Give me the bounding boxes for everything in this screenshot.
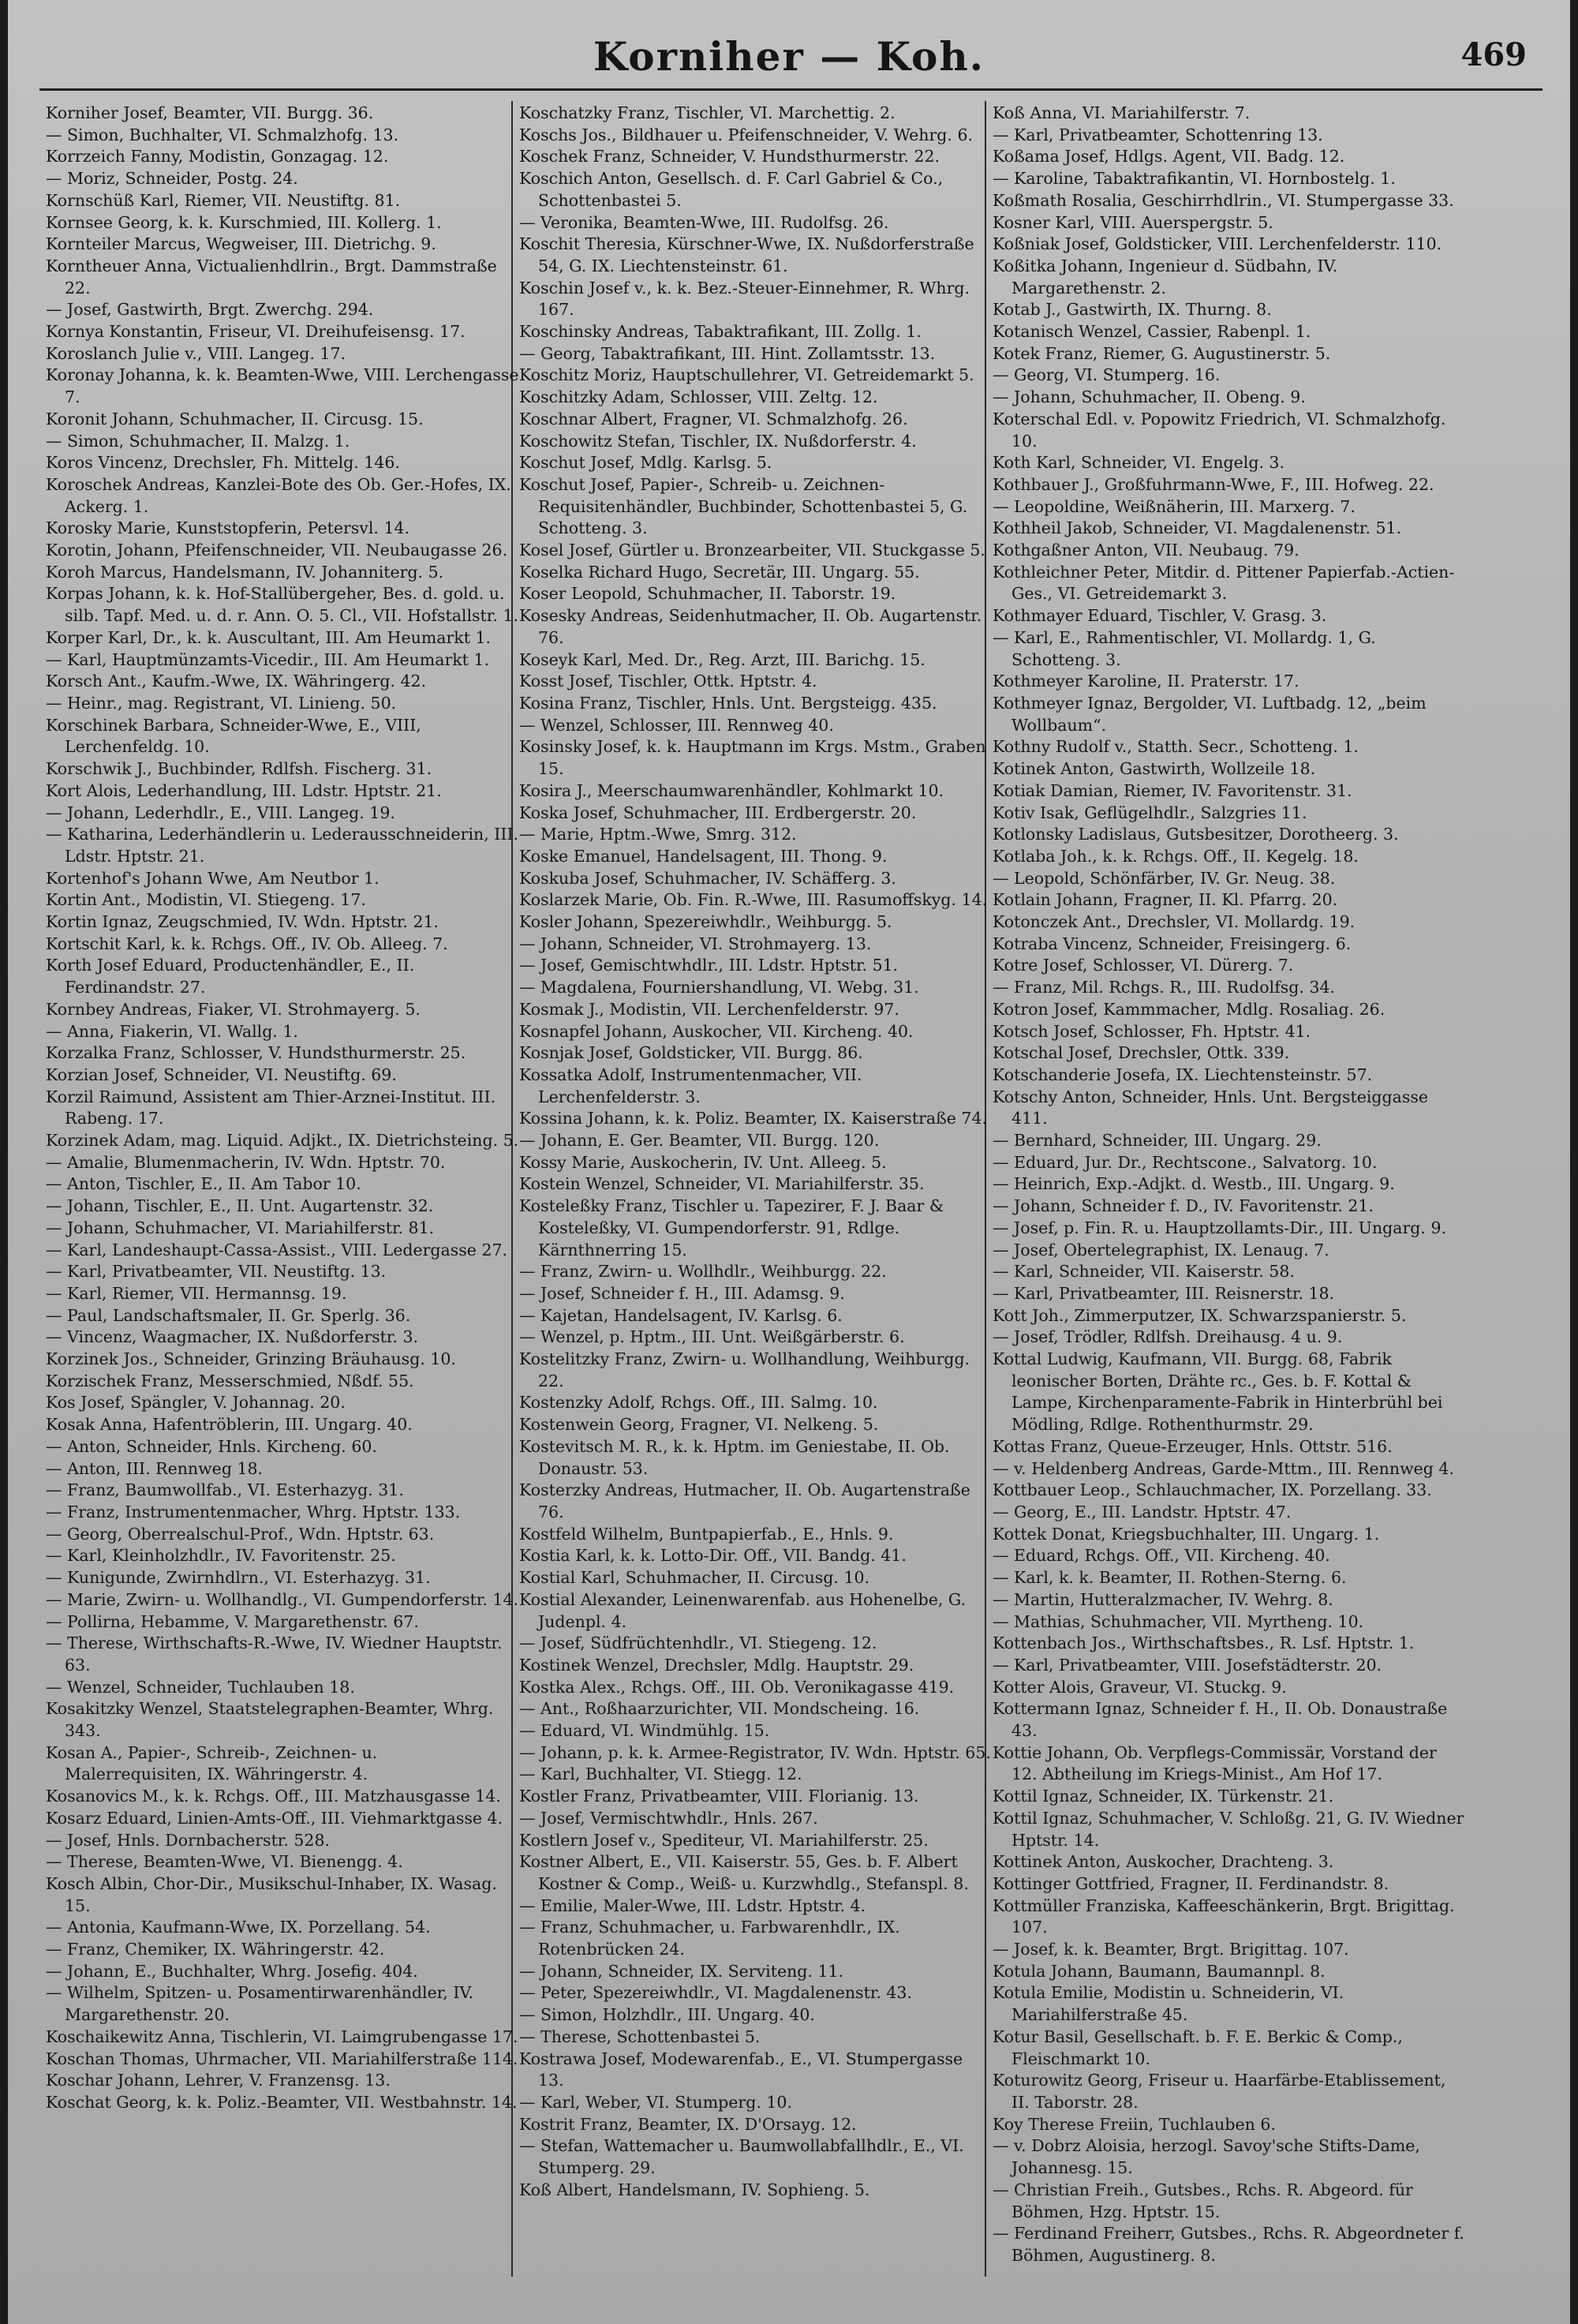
- directory-entry: — Karl, Schneider, VII. Kaiserstr. 58.: [993, 1262, 1295, 1282]
- directory-entry: Kotek Franz, Riemer, G. Augustinerstr. 5.: [993, 343, 1331, 363]
- directory-entry: — Karl, E., Rahmentischler, VI. Mollardg. 1, G. Schotteng. 3.: [993, 627, 1376, 669]
- directory-entry: Kostial Alexander, Leinenwarenfab. aus Hohenelbe, G. Judenpl. 4.: [519, 1589, 967, 1631]
- directory-entry: — Karl, Hauptmünzamts-Vicedir., III. Am Heumarkt 1.: [46, 649, 489, 669]
- directory-entry: — Moriz, Schneider, Postg. 24.: [46, 169, 298, 189]
- directory-entry: — Marie, Hptm.-Wwe, Smrg. 312.: [519, 825, 797, 844]
- directory-entry: — Karl, Weber, VI. Stumperg. 10.: [519, 2092, 792, 2112]
- directory-entry: Koschaikewitz Anna, Tischlerin, VI. Laimgrubengasse 17.: [46, 2026, 518, 2046]
- directory-entry: Korzil Raimund, Assistent am Thier-Arznei-Institut. III. Rabeng. 17.: [46, 1087, 496, 1128]
- directory-entry: — Heinr., mag. Registrant, VI. Linieng. 50.: [46, 693, 397, 713]
- directory-entry: Koschat Georg, k. k. Poliz.-Beamter, VII. Westbahnstr. 14.: [46, 2092, 518, 2112]
- directory-entry: Korzalka Franz, Schlosser, V. Hundsthurmerstr. 25.: [46, 1043, 466, 1063]
- directory-entry: Kotur Basil, Gesellschaft. b. F. E. Berkic & Comp., Fleischmarkt 10.: [993, 2026, 1403, 2068]
- directory-page: [8, 0, 1570, 2324]
- directory-entry: — Kunigunde, Zwirnhdlrn., VI. Esterhazyg. 31.: [46, 1568, 431, 1588]
- directory-entry: — Stefan, Wattemacher u. Baumwollabfallhdlr., E., VI. Stumperg. 29.: [519, 2136, 964, 2178]
- directory-entry: Korzischek Franz, Messerschmied, Nßdf. 55.: [46, 1371, 414, 1390]
- directory-entry: — Christian Freih., Gutsbes., Rchs. R. Abgeord. für Böhmen, Hzg. Hptstr. 15.: [993, 2180, 1413, 2221]
- directory-entry: — Leopold, Schönfärber, IV. Gr. Neug. 38.: [993, 868, 1336, 888]
- directory-entry: Koslarzek Marie, Ob. Fin. R.-Wwe, III. Rasumoffskyg. 14.: [519, 890, 988, 910]
- directory-entry: Kothmeyer Karoline, II. Praterstr. 17.: [993, 672, 1299, 691]
- directory-entry: Korosky Marie, Kunststopferin, Petersvl. 14.: [46, 518, 410, 538]
- directory-entry: Kott Joh., Zimmerputzer, IX. Schwarzspanierstr. 5.: [993, 1305, 1407, 1325]
- directory-entry: — Josef, Vermischtwhdlr., Hnls. 267.: [519, 1808, 818, 1828]
- directory-entry: — Franz, Instrumentenmacher, Whrg. Hptstr. 133.: [46, 1503, 461, 1521]
- directory-entry: — Peter, Spezereiwhdlr., VI. Magdalenenstr. 43.: [519, 1983, 912, 2003]
- directory-entry: Koska Josef, Schuhmacher, III. Erdbergerstr. 20.: [519, 803, 917, 822]
- directory-entry: — Wilhelm, Spitzen- u. Posamentirwarenhändler, IV. Margarethenstr. 20.: [46, 1983, 474, 2025]
- directory-entry: — Magdalena, Fourniershandlung, VI. Webg. 31.: [519, 978, 919, 997]
- directory-entry: Koser Leopold, Schuhmacher, II. Taborstr. 19.: [519, 584, 896, 604]
- directory-entry: — Johann, p. k. k. Armee-Registrator, IV. Wdn. Hptstr. 65.: [519, 1742, 991, 1762]
- directory-entry: — Eduard, VI. Windmühlg. 15.: [519, 1721, 770, 1741]
- directory-entry: Koß Albert, Handelsmann, IV. Sophieng. 5.: [519, 2180, 870, 2199]
- directory-entry: Kotinek Anton, Gastwirth, Wollzeile 18.: [993, 759, 1316, 779]
- directory-entry: — Eduard, Rchgs. Off., VII. Kircheng. 40.: [993, 1546, 1330, 1566]
- directory-entry: — Josef, p. Fin. R. u. Hauptzollamts-Dir., III. Ungarg. 9.: [993, 1218, 1447, 1237]
- directory-entry: Koskuba Josef, Schuhmacher, IV. Schäfferg. 3.: [519, 868, 896, 888]
- directory-entry: Korntheuer Anna, Victualienhdlrin., Brgt. Dammstraße 22.: [46, 256, 497, 298]
- directory-entry: Kotsch Josef, Schlosser, Fh. Hptstr. 41.: [993, 1021, 1311, 1041]
- directory-entry: — Josef, Obertelegraphist, IX. Lenaug. 7.: [993, 1240, 1329, 1259]
- directory-entry: Koske Emanuel, Handelsagent, III. Thong. 9.: [519, 846, 888, 866]
- directory-entry: Koßniak Josef, Goldsticker, VIII. Lerchenfelderstr. 110.: [993, 234, 1442, 254]
- directory-entry: — Johann, Schneider f. D., IV. Favoritenstr. 21.: [993, 1196, 1374, 1216]
- directory-entry: Kossy Marie, Auskocherin, IV. Unt. Alleeg. 5.: [519, 1152, 887, 1172]
- directory-entry: — Karl, Buchhalter, VI. Stiegg. 12.: [519, 1765, 802, 1784]
- directory-entry: — Pollirna, Hebamme, V. Margarethenstr. 67.: [46, 1611, 419, 1631]
- directory-entry: — Georg, VI. Stumperg. 16.: [993, 365, 1221, 385]
- directory-entry: Kothheil Jakob, Schneider, VI. Magdalenenstr. 51.: [993, 518, 1402, 538]
- directory-entry: — Kajetan, Handelsagent, IV. Karlsg. 6.: [519, 1305, 843, 1325]
- directory-entry: Kosan A., Papier-, Schreib-, Zeichnen- u. Malerrequisiten, IX. Währingerstr. 4.: [46, 1742, 378, 1784]
- directory-entry: — Katharina, Lederhändlerin u. Lederausschneiderin, III. Ldstr. Hptstr. 21.: [46, 825, 519, 866]
- directory-entry: Koroh Marcus, Handelsmann, IV. Johanniterg. 5.: [46, 562, 444, 582]
- directory-entry: Koselka Richard Hugo, Secretär, III. Ungarg. 55.: [519, 562, 920, 582]
- directory-entry: — Wenzel, p. Hptm., III. Unt. Weißgärberstr. 6.: [519, 1327, 905, 1347]
- directory-entry: Koros Vincenz, Drechsler, Fh. Mittelg. 146.: [46, 453, 400, 473]
- directory-entry: — Karl, Privatbeamter, III. Reisnerstr. 18.: [993, 1283, 1335, 1303]
- directory-entry: Kostevitsch M. R., k. k. Hptm. im Geniestabe, II. Ob. Donaustr. 53.: [519, 1436, 950, 1478]
- directory-entry: Kottenbach Jos., Wirthschaftsbes., R. Lsf. Hptstr. 1.: [993, 1634, 1415, 1653]
- directory-entry: Kosel Josef, Gürtler u. Bronzearbeiter, VII. Stuckgasse 5.: [519, 541, 985, 560]
- directory-entry: Korpas Johann, k. k. Hof-Stallübergeher, Bes. d. gold. u. silb. Tapf. Med. u. d. r. Ann. O. 5. Cl., VII. Hofstallstr. 1.: [46, 584, 518, 626]
- directory-entry: — Karl, k. k. Beamter, II. Rothen-Sterng. 6.: [993, 1568, 1347, 1588]
- directory-entry: Kosst Josef, Tischler, Ottk. Hptstr. 4.: [519, 672, 817, 691]
- directory-entry: — Simon, Holzhdlr., III. Ungarg. 40.: [519, 2005, 815, 2025]
- directory-entry: Kothny Rudolf v., Statth. Secr., Schotteng. 1.: [993, 737, 1359, 757]
- directory-entry: Kosnapfel Johann, Auskocher, VII. Kircheng. 40.: [519, 1021, 914, 1041]
- page-header: [8, 25, 1570, 88]
- directory-entry: — Josef, Hnls. Dornbacherstr. 528.: [46, 1830, 331, 1850]
- directory-entry: — Therese, Wirthschafts-R.-Wwe, IV. Wiedner Hauptstr. 63.: [46, 1634, 503, 1675]
- directory-entry: — Karl, Kleinholzhdlr., IV. Favoritenstr. 25.: [46, 1546, 396, 1566]
- directory-entry: Kos Josef, Spängler, V. Johannag. 20.: [46, 1393, 346, 1413]
- directory-entry: Kosak Anna, Hafentröblerin, III. Ungarg. 40.: [46, 1415, 413, 1435]
- directory-entry: Kornteiler Marcus, Wegweiser, III. Dietrichg. 9.: [46, 234, 436, 254]
- directory-entry: Koschut Josef, Mdlg. Karlsg. 5.: [519, 453, 772, 473]
- directory-entry: Korper Karl, Dr., k. k. Auscultant, III. Am Heumarkt 1.: [46, 627, 492, 647]
- directory-entry: Koßitka Johann, Ingenieur d. Südbahn, IV. Margarethenstr. 2.: [993, 256, 1338, 298]
- directory-entry: Korniher Josef, Beamter, VII. Burgg. 36.: [46, 103, 374, 122]
- directory-entry: Kotron Josef, Kammmacher, Mdlg. Rosaliag. 26.: [993, 999, 1385, 1019]
- directory-entry: Kotula Emilie, Modistin u. Schneiderin, VI. Mariahilferstraße 45.: [993, 1983, 1344, 2025]
- directory-entry: Korzinek Adam, mag. Liquid. Adjkt., IX. Dietrichsteing. 5.: [46, 1131, 519, 1151]
- directory-entry: Kotschal Josef, Drechsler, Ottk. 339.: [993, 1043, 1290, 1063]
- directory-entry: — Josef, Schneider f. H., III. Adamsg. 9.: [519, 1283, 845, 1303]
- directory-entry: — Karl, Landeshaupt-Cassa-Assist., VIII. Ledergasse 27.: [46, 1240, 508, 1259]
- directory-entry: Kotiv Isak, Geflügelhdlr., Salzgries 11.: [993, 803, 1307, 822]
- directory-entry: Koschowitz Stefan, Tischler, IX. Nußdorferstr. 4.: [519, 431, 917, 451]
- directory-entry: — Heinrich, Exp.-Adjkt. d. Westb., III. Ungarg. 9.: [993, 1174, 1395, 1194]
- directory-entry: Koronit Johann, Schuhmacher, II. Circusg. 15.: [46, 409, 424, 428]
- directory-entry: Koschitzky Adam, Schlosser, VIII. Zeltg. 12.: [519, 387, 878, 407]
- directory-entry: Kostfeld Wilhelm, Buntpapierfab., E., Hnls. 9.: [519, 1524, 894, 1544]
- directory-entry: Koßmath Rosalia, Geschirrhdlrin., VI. Stumpergasse 33.: [993, 190, 1454, 210]
- directory-entry: Koseyk Karl, Med. Dr., Reg. Arzt, III. Barichg. 15.: [519, 649, 925, 669]
- directory-entry: — Georg, Tabaktrafikant, III. Hint. Zollamtsstr. 13.: [519, 343, 936, 363]
- directory-entry: Koschar Johann, Lehrer, V. Franzensg. 13.: [46, 2071, 391, 2090]
- directory-entry: — Franz, Chemiker, IX. Währingerstr. 42.: [46, 1940, 385, 1959]
- directory-entry: — Franz, Mil. Rchgs. R., III. Rudolfsg. 34.: [993, 978, 1336, 997]
- directory-entry: — Josef, Trödler, Rdlfsh. Dreihausg. 4 u. 9.: [993, 1327, 1343, 1347]
- directory-entry: — Johann, E. Ger. Beamter, VII. Burgg. 120.: [519, 1131, 880, 1151]
- directory-entry: — Georg, E., III. Landstr. Hptstr. 47.: [993, 1503, 1292, 1521]
- column-3: [993, 103, 1466, 2292]
- directory-entry: — Wenzel, Schneider, Tuchlauben 18.: [46, 1677, 355, 1697]
- directory-entry: — Johann, Schneider, VI. Strohmayerg. 13.: [519, 934, 872, 953]
- directory-entry: Kornbey Andreas, Fiaker, VI. Strohmayerg. 5.: [46, 999, 421, 1019]
- directory-entry: Kotanisch Wenzel, Cassier, Rabenpl. 1.: [993, 322, 1311, 342]
- directory-entry: — Johann, Lederhdlr., E., VIII. Langeg. 19.: [46, 803, 395, 822]
- directory-entry: Kothleichner Peter, Mitdir. d. Pittener Papierfab.-Actien-Ges., VI. Getreidemarkt 3.: [993, 562, 1455, 604]
- directory-entry: Kort Alois, Lederhandlung, III. Ldstr. Hptstr. 21.: [46, 780, 442, 800]
- directory-entry: Kotab J., Gastwirth, IX. Thurng. 8.: [993, 300, 1272, 320]
- directory-entry: Korzinek Jos., Schneider, Grinzing Bräuhausg. 10.: [46, 1349, 456, 1369]
- directory-entry: — Amalie, Blumenmacherin, IV. Wdn. Hptstr. 70.: [46, 1152, 446, 1172]
- directory-entry: — Therese, Beamten-Wwe, VI. Bienengg. 4.: [46, 1852, 403, 1872]
- directory-entry: Kosner Karl, VIII. Auerspergstr. 5.: [993, 212, 1273, 232]
- directory-entry: Kottek Donat, Kriegsbuchhalter, III. Ungarg. 1.: [993, 1524, 1380, 1544]
- directory-entry: Kotonczek Ant., Drechsler, VI. Mollardg. 19.: [993, 912, 1356, 932]
- directory-entry: — Antonia, Kaufmann-Wwe, IX. Porzellang. 54.: [46, 1918, 431, 1937]
- directory-entry: — Wenzel, Schlosser, III. Rennweg 40.: [519, 715, 834, 735]
- directory-entry: Kosakitzky Wenzel, Staatstelegraphen-Beamter, Whrg. 343.: [46, 1699, 494, 1741]
- directory-entry: Koturowitz Georg, Friseur u. Haarfärbe-Etablissement, II. Taborstr. 28.: [993, 2071, 1446, 2112]
- directory-entry: Koschs Jos., Bildhauer u. Pfeifenschneider, V. Wehrg. 6.: [519, 125, 974, 144]
- directory-entry: Kotschy Anton, Schneider, Hnls. Unt. Bergsteiggasse 411.: [993, 1087, 1429, 1128]
- directory-entry: Koßama Josef, Hdlgs. Agent, VII. Badg. 12.: [993, 147, 1345, 167]
- directory-entry: — Josef, k. k. Beamter, Brgt. Brigittag. 107.: [993, 1940, 1349, 1959]
- directory-entry: Korschwik J., Buchbinder, Rdlfsh. Fischerg. 31.: [46, 759, 432, 779]
- directory-entry: — Josef, Südfrüchtenhdlr., VI. Stiegeng. 12.: [519, 1634, 877, 1653]
- directory-entry: Korrzeich Fanny, Modistin, Gonzagag. 12.: [46, 147, 389, 167]
- directory-entry: Kortin Ant., Modistin, VI. Stiegeng. 17.: [46, 890, 366, 910]
- directory-entry: Korotin, Johann, Pfeifenschneider, VII. Neubaugasse 26.: [46, 541, 508, 560]
- directory-entry: Kosmak J., Modistin, VII. Lerchenfelderstr. 97.: [519, 999, 899, 1019]
- directory-entry: — Johann, Schuhmacher, II. Obeng. 9.: [993, 387, 1306, 407]
- directory-entry: Kothmeyer Ignaz, Bergolder, VI. Luftbadg. 12, „beim Wollbaum“.: [993, 693, 1427, 735]
- directory-entry: — v. Heldenberg Andreas, Garde-Mttm., III. Rennweg 4.: [993, 1458, 1454, 1478]
- directory-entry: Kotre Josef, Schlosser, VI. Dürerg. 7.: [993, 956, 1294, 975]
- directory-entry: Korth Josef Eduard, Productenhändler, E., II. Ferdinandstr. 27.: [46, 956, 415, 997]
- directory-entry: Kostelitzky Franz, Zwirn- u. Wollhandlung, Weihburgg. 22.: [519, 1349, 970, 1390]
- directory-entry: Koschan Thomas, Uhrmacher, VII. Mariahilferstraße 114.: [46, 2049, 518, 2068]
- directory-entry: Koschnar Albert, Fragner, VI. Schmalzhofg. 26.: [519, 409, 908, 428]
- directory-entry: Kottmüller Franziska, Kaffeeschänkerin, Brgt. Brigittag. 107.: [993, 1896, 1455, 1937]
- directory-entry: Kostinek Wenzel, Drechsler, Mdlg. Hauptstr. 29.: [519, 1655, 914, 1675]
- directory-entry: Koy Therese Freiin, Tuchlauben 6.: [993, 2114, 1276, 2134]
- directory-entry: Kosteleßky Franz, Tischler u. Tapezirer, F. J. Baar & Kosteleßky, VI. Gumpendorferstr. 91, Rdlge. Kärnthnerring 15.: [519, 1196, 944, 1259]
- directory-entry: Kothbauer J., Großfuhrmann-Wwe, F., III. Hofweg. 22.: [993, 474, 1434, 494]
- directory-entry: Kotlaba Joh., k. k. Rchgs. Off., II. Kegelg. 18.: [993, 846, 1359, 866]
- directory-entry: — Ferdinand Freiherr, Gutsbes., Rchs. R. Abgeordneter f. Böhmen, Augustinerg. 8.: [993, 2224, 1465, 2265]
- directory-entry: Kortin Ignaz, Zeugschmied, IV. Wdn. Hptstr. 21.: [46, 912, 439, 932]
- directory-entry: — Veronika, Beamten-Wwe, III. Rudolfsg. 26.: [519, 212, 889, 232]
- directory-entry: — Karl, Privatbeamter, VIII. Josefstädterstr. 20.: [993, 1655, 1382, 1675]
- directory-entry: Kotula Johann, Baumann, Baumannpl. 8.: [993, 1961, 1326, 1981]
- directory-entry: Koterschal Edl. v. Popowitz Friedrich, VI. Schmalzhofg. 10.: [993, 409, 1446, 451]
- directory-entry: Kostlern Josef v., Spediteur, VI. Mariahilferstr. 25.: [519, 1830, 929, 1850]
- directory-entry: — Vincenz, Waagmacher, IX. Nußdorferstr. 3.: [46, 1327, 419, 1347]
- directory-entry: Kossatka Adolf, Instrumentenmacher, VII. Lerchenfelderstr. 3.: [519, 1065, 862, 1106]
- directory-entry: Kostler Franz, Privatbeamter, VIII. Florianig. 13.: [519, 1787, 919, 1806]
- column-1: [46, 103, 519, 2292]
- directory-entry: Kostrit Franz, Beamter, IX. D'Orsayg. 12.: [519, 2114, 857, 2134]
- directory-entry: Kosterzky Andreas, Hutmacher, II. Ob. Augartenstraße 76.: [519, 1480, 970, 1521]
- directory-entry: — Bernhard, Schneider, III. Ungarg. 29.: [993, 1131, 1322, 1151]
- directory-entry: Kottbauer Leop., Schlauchmacher, IX. Porzellang. 33.: [993, 1480, 1432, 1500]
- directory-entry: — Karl, Privatbeamter, Schottenring 13.: [993, 125, 1323, 144]
- directory-entry: — Anton, Tischler, E., II. Am Tabor 10.: [46, 1174, 361, 1194]
- directory-entry: — Karl, Privatbeamter, VII. Neustiftg. 13.: [46, 1262, 387, 1282]
- directory-entry: — Johann, Schneider, IX. Serviteng. 11.: [519, 1961, 844, 1981]
- directory-entry: Kostrawa Josef, Modewarenfab., E., VI. Stumpergasse 13.: [519, 2049, 963, 2090]
- directory-entry: Koschit Theresia, Kürschner-Wwe, IX. Nußdorferstraße 54, G. IX. Liechtensteinstr. 61.: [519, 234, 974, 275]
- directory-entry: — Simon, Schuhmacher, II. Malzg. 1.: [46, 431, 350, 451]
- directory-entry: — Ant., Roßhaarzurichter, VII. Mondscheing. 16.: [519, 1699, 920, 1719]
- directory-entry: Kothmayer Eduard, Tischler, V. Grasg. 3.: [993, 606, 1327, 626]
- directory-entry: Kottie Johann, Ob. Verpflegs-Commissär, Vorstand der 12. Abtheilung im Kriegs-Minist., Am Hof 17.: [993, 1742, 1437, 1784]
- directory-entry: Kottermann Ignaz, Schneider f. H., II. Ob. Donaustraße 43.: [993, 1699, 1448, 1741]
- directory-entry: Kottinger Gottfried, Fragner, II. Ferdinandstr. 8.: [993, 1873, 1389, 1893]
- directory-entry: Kotlain Johann, Fragner, II. Kl. Pfarrg. 20.: [993, 890, 1338, 910]
- directory-entry: Kottas Franz, Queue-Erzeuger, Hnls. Ottstr. 516.: [993, 1436, 1393, 1456]
- directory-entry: — Therese, Schottenbastei 5.: [519, 2026, 761, 2046]
- directory-entry: Kosch Albin, Chor-Dir., Musikschul-Inhaber, IX. Wasag. 15.: [46, 1873, 497, 1915]
- directory-entry: Kossina Johann, k. k. Poliz. Beamter, IX. Kaiserstraße 74.: [519, 1109, 988, 1128]
- directory-entry: Kotschanderie Josefa, IX. Liechtensteinstr. 57.: [993, 1065, 1373, 1084]
- directory-entry: Kostner Albert, E., VII. Kaiserstr. 55, Ges. b. F. Albert Kostner & Comp., Weiß- u. Kurzwhdlg., Stefanspl. 8.: [519, 1852, 969, 1893]
- directory-entry: — Johann, E., Buchhalter, Whrg. Josefig. 404.: [46, 1961, 418, 1981]
- directory-entry: Korsch Ant., Kaufm.-Wwe, IX. Währingerg. 42.: [46, 672, 427, 691]
- directory-entry: — Franz, Schuhmacher, u. Farbwarenhdlr., IX. Rotenbrücken 24.: [519, 1918, 900, 1959]
- directory-entry: Kotlonsky Ladislaus, Gutsbesitzer, Dorotheerg. 3.: [993, 825, 1399, 844]
- directory-entry: Koschek Franz, Schneider, V. Hundsthurmerstr. 22.: [519, 147, 940, 167]
- directory-entry: Kornschüß Karl, Riemer, VII. Neustiftg. 81.: [46, 190, 401, 210]
- directory-entry: — Franz, Zwirn- u. Wollhdlr., Weihburgg. 22.: [519, 1262, 887, 1282]
- directory-entry: Kottil Ignaz, Schneider, IX. Türkenstr. 21.: [993, 1787, 1334, 1806]
- directory-entry: Kosira J., Meerschaumwarenhändler, Kohlmarkt 10.: [519, 780, 944, 800]
- directory-entry: Koschich Anton, Gesellsch. d. F. Carl Gabriel & Co., Schottenbastei 5.: [519, 169, 944, 210]
- directory-entry: Kottinek Anton, Auskocher, Drachteng. 3.: [993, 1852, 1334, 1872]
- directory-entry: Koschatzky Franz, Tischler, VI. Marchettig. 2.: [519, 103, 896, 122]
- directory-entry: — Johann, Tischler, E., II. Unt. Augartenstr. 32.: [46, 1196, 434, 1216]
- directory-entry: Korschinek Barbara, Schneider-Wwe, E., VIII, Lerchenfeldg. 10.: [46, 715, 421, 757]
- directory-entry: — Franz, Baumwollfab., VI. Esterhazyg. 31.: [46, 1480, 404, 1500]
- directory-entry: Kostka Alex., Rchgs. Off., III. Ob. Veronikagasse 419.: [519, 1677, 955, 1697]
- directory-entry: — Leopoldine, Weißnäherin, III. Marxerg. 7.: [993, 496, 1356, 516]
- directory-entry: Kostein Wenzel, Schneider, VI. Mariahilferstr. 35.: [519, 1174, 925, 1194]
- directory-entry: — Anton, Schneider, Hnls. Kircheng. 60.: [46, 1436, 377, 1456]
- directory-entry: Korzian Josef, Schneider, VI. Neustiftg. 69.: [46, 1065, 397, 1084]
- directory-entry: — Paul, Landschaftsmaler, II. Gr. Sperlg. 36.: [46, 1305, 411, 1325]
- directory-entry: Koß Anna, VI. Mariahilferstr. 7.: [993, 103, 1251, 122]
- directory-entry: — Karoline, Tabaktrafikantin, VI. Hornbostelg. 1.: [993, 169, 1396, 189]
- directory-entry: Koth Karl, Schneider, VI. Engelg. 3.: [993, 453, 1285, 473]
- directory-entry: — Emilie, Maler-Wwe, III. Ldstr. Hptstr. 4.: [519, 1896, 866, 1915]
- directory-entry: Kortschit Karl, k. k. Rchgs. Off., IV. Ob. Alleeg. 7.: [46, 934, 448, 953]
- directory-entry: — Karl, Riemer, VII. Hermannsg. 19.: [46, 1283, 347, 1303]
- directory-entry: Kosesky Andreas, Seidenhutmacher, II. Ob. Augartenstr. 76.: [519, 606, 982, 647]
- directory-entry: Kosnjak Josef, Goldsticker, VII. Burgg. 86.: [519, 1043, 863, 1063]
- directory-entry: Kotter Alois, Graveur, VI. Stuckg. 9.: [993, 1677, 1287, 1697]
- directory-entry: Koschitz Moriz, Hauptschullehrer, VI. Getreidemarkt 5.: [519, 365, 974, 385]
- directory-entry: — Johann, Schuhmacher, VI. Mariahilferstr. 81.: [46, 1218, 435, 1237]
- directory-entry: Koronay Johanna, k. k. Beamten-Wwe, VIII. Lerchengasse 7.: [46, 365, 519, 407]
- page-number: 469: [1460, 36, 1527, 73]
- directory-entry: Kosinsky Josef, k. k. Hauptmann im Krgs. Mstm., Graben 15.: [519, 737, 986, 779]
- directory-entry: Koschin Josef v., k. k. Bez.-Steuer-Einnehmer, R. Whrg. 167.: [519, 278, 970, 320]
- directory-entry: Koschinsky Andreas, Tabaktrafikant, III. Zollg. 1.: [519, 322, 922, 342]
- directory-entry: — Simon, Buchhalter, VI. Schmalzhofg. 13.: [46, 125, 399, 144]
- directory-entry: Koroschek Andreas, Kanzlei-Bote des Ob. Ger.-Hofes, IX. Ackerg. 1.: [46, 474, 511, 516]
- directory-entry: — Marie, Zwirn- u. Wollhandlg., VI. Gumpendorferstr. 14.: [46, 1589, 519, 1609]
- directory-entry: Kotiak Damian, Riemer, IV. Favoritenstr. 31.: [993, 780, 1352, 800]
- directory-entry: — v. Dobrz Aloisia, herzogl. Savoy'sche Stifts-Dame, Johannesg. 15.: [993, 2136, 1420, 2178]
- directory-entry: Kotraba Vincenz, Schneider, Freisingerg. 6.: [993, 934, 1352, 953]
- directory-entry: Kosina Franz, Tischler, Hnls. Unt. Bergsteigg. 435.: [519, 693, 937, 713]
- directory-entry: Kostenwein Georg, Fragner, VI. Nelkeng. 5.: [519, 1415, 879, 1435]
- directory-entry: — Josef, Gastwirth, Brgt. Zwerchg. 294.: [46, 300, 374, 320]
- header-rule: [39, 88, 1542, 91]
- directory-entry: Kosanovics M., k. k. Rchgs. Off., III. Matzhausgasse 14.: [46, 1787, 501, 1806]
- directory-entry: Kostia Karl, k. k. Lotto-Dir. Off., VII. Bandg. 41.: [519, 1546, 907, 1566]
- directory-entry: — Georg, Oberrealschul-Prof., Wdn. Hptstr. 63.: [46, 1524, 435, 1544]
- directory-entry: Kothgaßner Anton, VII. Neubaug. 79.: [993, 541, 1299, 560]
- directory-entry: Kostial Karl, Schuhmacher, II. Circusg. 10.: [519, 1568, 870, 1588]
- directory-entry: Kostenzky Adolf, Rchgs. Off., III. Salmg. 10.: [519, 1393, 878, 1413]
- directory-entry: Kosler Johann, Spezereiwhdlr., Weihburgg. 5.: [519, 912, 892, 932]
- directory-entry: Kornsee Georg, k. k. Kurschmied, III. Kollerg. 1.: [46, 212, 442, 232]
- directory-entry: Koschut Josef, Papier-, Schreib- u. Zeichnen-Requisitenhändler, Buchbinder, Schottenbastei 5, G. Schotteng. 3.: [519, 474, 968, 538]
- directory-entry: Kottal Ludwig, Kaufmann, VII. Burgg. 68, Fabrik leonischer Borten, Drähte rc., Ges. b. F. Kottal & Lampe, Kirchenparamente-Fabrik in Hinterbrühl bei Mödling, Rdlge. Rothenthurmstr. 29.: [993, 1349, 1443, 1435]
- directory-entry: — Anna, Fiakerin, VI. Wallg. 1.: [46, 1021, 298, 1041]
- directory-entry: Kosarz Eduard, Linien-Amts-Off., III. Viehmarktgasse 4.: [46, 1808, 503, 1828]
- directory-entry: — Josef, Gemischtwhdlr., III. Ldstr. Hptstr. 51.: [519, 956, 899, 975]
- running-head: Korniher — Koh.: [593, 33, 985, 80]
- directory-entry: — Martin, Hutteralzmacher, IV. Wehrg. 8.: [993, 1589, 1333, 1609]
- directory-entry: Koroslanch Julie v., VIII. Langeg. 17.: [46, 343, 346, 363]
- directory-entry: Kortenhof's Johann Wwe, Am Neutbor 1.: [46, 868, 380, 888]
- directory-entry: — Mathias, Schuhmacher, VII. Myrtheng. 10.: [993, 1611, 1364, 1631]
- directory-entry: Kottil Ignaz, Schuhmacher, V. Schloßg. 21, G. IV. Wiedner Hptstr. 14.: [993, 1808, 1464, 1850]
- directory-entry: Kornya Konstantin, Friseur, VI. Dreihufeisensg. 17.: [46, 322, 466, 342]
- directory-entry: — Anton, III. Rennweg 18.: [46, 1458, 264, 1478]
- column-2: [519, 103, 993, 2292]
- directory-entry: — Eduard, Jur. Dr., Rechtscone., Salvatorg. 10.: [993, 1152, 1378, 1172]
